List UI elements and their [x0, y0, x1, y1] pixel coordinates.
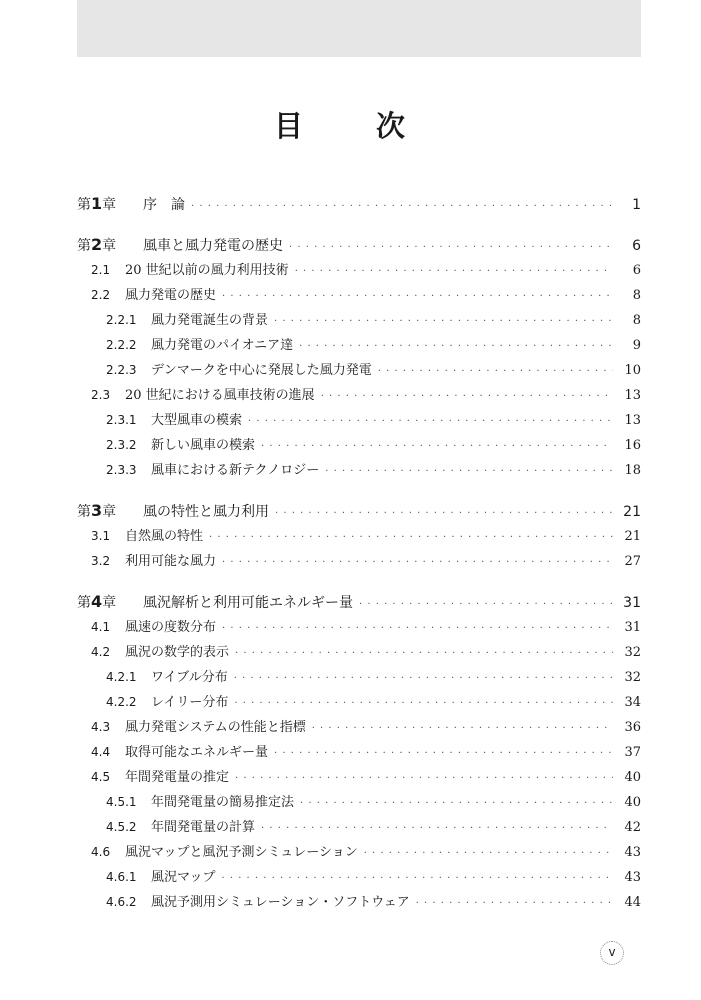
page-folio: v: [600, 941, 624, 965]
toc-entry-number: 2.3: [91, 388, 111, 402]
toc-entry-number: 2.2.3: [106, 363, 137, 377]
toc-entry-title: デンマークを中心に発展した風力発電: [151, 363, 372, 378]
toc-sec-entry[interactable]: [77, 615, 641, 640]
toc-entry-number: 2.2.1: [106, 313, 137, 327]
toc-subsec-entry[interactable]: [77, 665, 641, 690]
toc-entry-number: 第4章: [77, 592, 117, 611]
toc-entry-page: 42: [624, 820, 641, 835]
toc-subsec-entry[interactable]: [77, 865, 641, 890]
toc-subsec-entry[interactable]: [77, 333, 641, 358]
toc-subsec-entry[interactable]: [77, 815, 641, 840]
toc-chapter-entry[interactable]: [77, 231, 641, 258]
toc-entry-page: 43: [624, 845, 641, 860]
toc-entry-title: 風の特性と風力利用: [143, 504, 269, 520]
toc-chapter-entry[interactable]: [77, 190, 641, 217]
toc-entry-title: 風況マップ: [151, 870, 216, 885]
toc-entry-number: 4.2: [91, 645, 111, 659]
dot-leader: [300, 791, 613, 816]
toc-entry-number: 2.3.3: [106, 463, 137, 477]
toc-entry-title: 風速の度数分布: [125, 620, 217, 635]
toc-entry-page: 18: [624, 463, 641, 478]
dot-leader: [234, 691, 613, 716]
dot-leader: [364, 841, 613, 866]
toc-entry-page: 43: [624, 870, 641, 885]
toc-entry-number: 第3章: [77, 501, 117, 520]
toc-entry-title: 風況マップと風況予測シミュレーション: [125, 845, 358, 860]
dot-leader: [191, 193, 613, 220]
toc-chapter-entry[interactable]: [77, 588, 641, 615]
toc-sec-entry[interactable]: [77, 283, 641, 308]
toc-entry-number: 2.3.2: [106, 438, 137, 452]
toc-entry-title: 風力発電誕生の背景: [151, 313, 269, 328]
dot-leader: [222, 550, 613, 575]
dot-leader: [274, 309, 613, 334]
dot-leader: [299, 334, 613, 359]
toc-subsec-entry[interactable]: [77, 308, 641, 333]
toc-entry-number: 4.5.2: [106, 820, 137, 834]
toc-entry-number: 4.4: [91, 745, 111, 759]
toc-entry-title: 風力発電の歴史: [125, 288, 217, 303]
toc-entry-page: 8: [632, 313, 641, 328]
toc-entry-number: 4.6.2: [106, 895, 137, 909]
toc-entry-title: 20 世紀における風車技術の進展: [125, 388, 315, 403]
toc-entry-number: 4.3: [91, 720, 111, 734]
toc-chapter-entry[interactable]: [77, 497, 641, 524]
toc-entry-page: 21: [624, 529, 641, 544]
toc-sec-entry[interactable]: [77, 640, 641, 665]
toc-entry-title: 風況予測用シミュレーション・ソフトウェア: [151, 895, 410, 910]
toc-sec-entry[interactable]: [77, 258, 641, 283]
toc-entry-page: 32: [624, 645, 641, 660]
dot-leader: [274, 741, 613, 766]
dot-leader: [325, 459, 613, 484]
toc-subsec-entry[interactable]: [77, 358, 641, 383]
toc-entry-page: 27: [624, 554, 641, 569]
page-title: 目 次: [273, 109, 427, 143]
toc-sec-entry[interactable]: [77, 524, 641, 549]
toc-sec-entry[interactable]: [77, 765, 641, 790]
dot-leader: [235, 766, 613, 791]
toc-entry-title: 20 世紀以前の風力利用技術: [125, 263, 289, 278]
dot-leader: [312, 716, 613, 741]
toc-entry-title: 風力発電システムの性能と指標: [125, 720, 306, 735]
toc-entry-page: 44: [624, 895, 641, 910]
dot-leader: [261, 816, 613, 841]
toc-entry-page: 36: [624, 720, 641, 735]
toc-entry-number: 2.3.1: [106, 413, 137, 427]
toc-entry-title: 年間発電量の推定: [125, 770, 230, 785]
dot-leader: [321, 384, 613, 409]
toc-entry-number: 第1章: [77, 194, 117, 213]
toc-entry-title: 風車と風力発電の歴史: [143, 238, 283, 254]
dot-leader: [261, 434, 613, 459]
toc-entry-page: 13: [624, 388, 641, 403]
toc-entry-title: 風況の数学的表示: [125, 645, 230, 660]
toc-entry-title: 新しい風車の模索: [151, 438, 256, 453]
toc-entry-title: 風車における新テクノロジー: [151, 463, 320, 478]
toc-entry-number: 4.6: [91, 845, 111, 859]
dot-leader: [209, 525, 613, 550]
toc-entry-title: 取得可能なエネルギー量: [125, 745, 269, 760]
toc-subsec-entry[interactable]: [77, 408, 641, 433]
toc-entry-page: 40: [624, 770, 641, 785]
toc-entry-title: 年間発電量の計算: [151, 820, 256, 835]
toc-entry-page: 6: [632, 238, 641, 254]
toc-entry-title: 自然風の特性: [125, 529, 204, 544]
toc-entry-number: 4.5: [91, 770, 111, 784]
toc-entry-title: 風況解析と利用可能エネルギー量: [143, 595, 353, 611]
dot-leader: [222, 284, 613, 309]
toc-subsec-entry[interactable]: [77, 690, 641, 715]
toc-entry-page: 16: [624, 438, 641, 453]
toc-subsec-entry[interactable]: [77, 890, 641, 915]
toc-entry-number: 2.2: [91, 288, 111, 302]
toc-entry-page: 10: [624, 363, 641, 378]
dot-leader: [221, 866, 613, 891]
toc-sec-entry[interactable]: [77, 549, 641, 574]
dot-leader: [275, 500, 613, 527]
toc-entry-title: 年間発電量の簡易推定法: [151, 795, 295, 810]
toc-entry-page: 1: [632, 197, 641, 213]
toc-entry-page: 32: [624, 670, 641, 685]
toc-subsec-entry[interactable]: [77, 433, 641, 458]
toc-entry-page: 31: [624, 620, 641, 635]
toc-entry-number: 3.1: [91, 529, 111, 543]
toc-entry-title: 風力発電のパイオニア達: [151, 338, 294, 353]
toc-entry-number: 4.6.1: [106, 870, 137, 884]
dot-leader: [289, 234, 613, 261]
toc-entry-title: 利用可能な風力: [125, 554, 217, 569]
dot-leader: [416, 891, 613, 916]
header-band: [77, 0, 641, 57]
dot-leader: [378, 359, 613, 384]
toc-entry-number: 4.2.2: [106, 695, 137, 709]
toc-entry-number: 2.1: [91, 263, 111, 277]
toc-sec-entry[interactable]: [77, 840, 641, 865]
dot-leader: [222, 616, 613, 641]
toc-sec-entry[interactable]: [77, 740, 641, 765]
toc-entry-page: 13: [624, 413, 641, 428]
toc-entry-title: 序 論: [143, 197, 185, 213]
toc-subsec-entry[interactable]: [77, 458, 641, 483]
toc-entry-number: 2.2.2: [106, 338, 137, 352]
dot-leader: [235, 641, 613, 666]
toc-entry-title: 大型風車の模索: [151, 413, 243, 428]
toc-entry-page: 21: [623, 504, 641, 520]
toc-entry-page: 8: [632, 288, 641, 303]
toc-entry-page: 37: [624, 745, 641, 760]
dot-leader: [359, 591, 613, 618]
dot-leader: [234, 666, 613, 691]
toc-subsec-entry[interactable]: [77, 790, 641, 815]
toc-sec-entry[interactable]: [77, 715, 641, 740]
toc-entry-page: 31: [623, 595, 641, 611]
toc-entry-number: 第2章: [77, 235, 117, 254]
toc-entry-number: 3.2: [91, 554, 111, 568]
toc-entry-number: 4.5.1: [106, 795, 137, 809]
toc-entry-page: 6: [632, 263, 641, 278]
toc-entry-page: 9: [632, 338, 641, 353]
toc-entry-title: レイリー分布: [151, 695, 229, 710]
table-of-contents: [77, 190, 641, 915]
toc-entry-page: 34: [624, 695, 641, 710]
toc-entry-number: 4.1: [91, 620, 111, 634]
dot-leader: [248, 409, 613, 434]
dot-leader: [295, 259, 613, 284]
toc-entry-page: 40: [624, 795, 641, 810]
toc-sec-entry[interactable]: [77, 383, 641, 408]
toc-entry-number: 4.2.1: [106, 670, 137, 684]
toc-entry-title: ワイブル分布: [151, 670, 228, 685]
